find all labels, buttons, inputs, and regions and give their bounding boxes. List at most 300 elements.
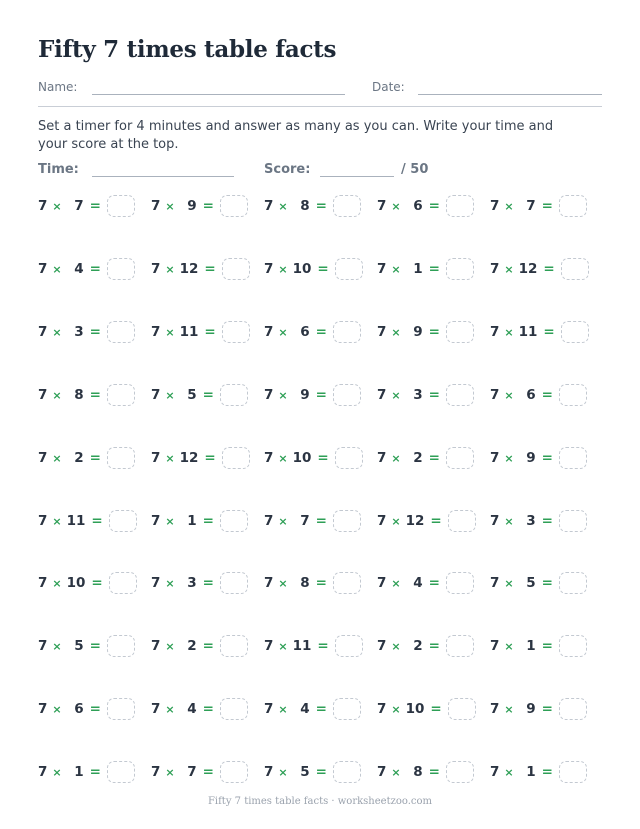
- times-sign: ×: [504, 576, 514, 590]
- fact-multiplier: 9: [300, 387, 310, 403]
- equals-sign: =: [89, 450, 101, 466]
- fact-multiplier: 10: [292, 261, 312, 277]
- multiplication-fact: [377, 193, 487, 219]
- fact-multiplier: 12: [518, 261, 538, 277]
- fact-multiplier: 2: [187, 638, 197, 654]
- answer-box[interactable]: [446, 761, 474, 783]
- equals-sign: =: [430, 513, 442, 529]
- answer-box[interactable]: [559, 572, 587, 594]
- fact-multiplicand: 7: [38, 450, 48, 466]
- multiplication-fact: [377, 633, 487, 659]
- multiplication-fact: [377, 445, 487, 471]
- times-sign: ×: [52, 199, 62, 213]
- times-sign: ×: [278, 199, 288, 213]
- multiplication-fact: [490, 570, 600, 596]
- equals-sign: =: [315, 198, 327, 214]
- multiplication-fact: [38, 382, 148, 408]
- answer-box[interactable]: [333, 698, 361, 720]
- fact-multiplicand: 7: [490, 701, 500, 717]
- fact-multiplier: 5: [74, 638, 84, 654]
- fact-multiplier: 6: [526, 387, 536, 403]
- fact-multiplicand: 7: [38, 513, 48, 529]
- multiplication-fact: [264, 445, 374, 471]
- answer-box[interactable]: [559, 195, 587, 217]
- answer-box[interactable]: [109, 510, 137, 532]
- times-sign: ×: [52, 451, 62, 465]
- multiplication-fact: [38, 445, 148, 471]
- equals-sign: =: [317, 261, 329, 277]
- answer-box[interactable]: [448, 698, 476, 720]
- fact-multiplicand: 7: [490, 575, 500, 591]
- equals-sign: =: [317, 638, 329, 654]
- multiplication-fact: [264, 508, 374, 534]
- answer-box[interactable]: [335, 258, 363, 280]
- times-sign: ×: [391, 576, 401, 590]
- multiplication-fact: [377, 696, 487, 722]
- multiplication-fact: [264, 633, 374, 659]
- fact-multiplicand: 7: [490, 764, 500, 780]
- date-label: Date:: [372, 80, 405, 94]
- multiplication-fact: [38, 759, 148, 785]
- fact-multiplier: 8: [413, 764, 423, 780]
- answer-box[interactable]: [559, 761, 587, 783]
- equals-sign: =: [202, 387, 214, 403]
- times-sign: ×: [278, 765, 288, 779]
- fact-multiplicand: 7: [38, 324, 48, 340]
- fact-multiplier: 9: [187, 198, 197, 214]
- fact-multiplicand: 7: [151, 513, 161, 529]
- times-sign: ×: [504, 262, 514, 276]
- fact-multiplier: 7: [300, 513, 310, 529]
- score-total: / 50: [401, 162, 429, 177]
- multiplication-fact: [377, 382, 487, 408]
- fact-multiplicand: 7: [377, 261, 387, 277]
- fact-multiplier: 7: [526, 198, 536, 214]
- answer-box[interactable]: [107, 761, 135, 783]
- equals-sign: =: [428, 198, 440, 214]
- worksheet-page: [38, 0, 602, 829]
- fact-multiplicand: 7: [377, 764, 387, 780]
- name-label: Name:: [38, 80, 78, 94]
- answer-box[interactable]: [333, 321, 361, 343]
- answer-box[interactable]: [333, 572, 361, 594]
- multiplication-fact: [490, 759, 600, 785]
- fact-multiplicand: 7: [151, 701, 161, 717]
- equals-sign: =: [428, 324, 440, 340]
- fact-multiplier: 8: [300, 575, 310, 591]
- answer-box[interactable]: [448, 510, 476, 532]
- equals-sign: =: [541, 701, 553, 717]
- equals-sign: =: [315, 575, 327, 591]
- times-sign: ×: [391, 639, 401, 653]
- score-field[interactable]: [320, 176, 394, 177]
- multiplication-fact: [264, 759, 374, 785]
- time-score-row: [38, 162, 602, 182]
- times-sign: ×: [278, 576, 288, 590]
- fact-multiplier: 2: [413, 638, 423, 654]
- multiplication-fact: [377, 508, 487, 534]
- answer-box[interactable]: [559, 635, 587, 657]
- fact-multiplicand: 7: [377, 513, 387, 529]
- fact-multiplicand: 7: [490, 261, 500, 277]
- equals-sign: =: [91, 513, 103, 529]
- fact-multiplier: 12: [179, 450, 199, 466]
- fact-multiplicand: 7: [151, 575, 161, 591]
- fact-multiplier: 6: [300, 324, 310, 340]
- answer-box[interactable]: [107, 698, 135, 720]
- equals-sign: =: [317, 450, 329, 466]
- fact-multiplier: 11: [518, 324, 538, 340]
- equals-sign: =: [543, 261, 555, 277]
- times-sign: ×: [391, 262, 401, 276]
- equals-sign: =: [204, 450, 216, 466]
- multiplication-fact: [151, 696, 261, 722]
- answer-box[interactable]: [107, 384, 135, 406]
- fact-multiplicand: 7: [264, 261, 274, 277]
- times-sign: ×: [52, 702, 62, 716]
- answer-box[interactable]: [446, 258, 474, 280]
- multiplication-fact: [490, 508, 600, 534]
- page-title: Fifty 7 times table facts: [38, 36, 337, 63]
- fact-multiplicand: 7: [377, 198, 387, 214]
- multiplication-fact: [490, 696, 600, 722]
- answer-box[interactable]: [559, 510, 587, 532]
- answer-box[interactable]: [220, 698, 248, 720]
- equals-sign: =: [315, 764, 327, 780]
- fact-multiplicand: 7: [377, 638, 387, 654]
- equals-sign: =: [315, 701, 327, 717]
- equals-sign: =: [202, 638, 214, 654]
- answer-box[interactable]: [561, 321, 589, 343]
- answer-box[interactable]: [220, 384, 248, 406]
- answer-box[interactable]: [446, 384, 474, 406]
- score-label: Score:: [264, 162, 311, 177]
- fact-multiplier: 3: [526, 513, 536, 529]
- multiplication-fact: [151, 382, 261, 408]
- times-sign: ×: [391, 199, 401, 213]
- times-sign: ×: [165, 199, 175, 213]
- multiplication-fact: [490, 633, 600, 659]
- times-sign: ×: [165, 765, 175, 779]
- fact-multiplicand: 7: [151, 450, 161, 466]
- fact-multiplier: 5: [300, 764, 310, 780]
- fact-multiplier: 4: [187, 701, 197, 717]
- fact-multiplier: 7: [187, 764, 197, 780]
- multiplication-fact: [151, 759, 261, 785]
- times-sign: ×: [165, 702, 175, 716]
- fact-multiplicand: 7: [151, 387, 161, 403]
- multiplication-fact: [151, 633, 261, 659]
- fact-multiplier: 1: [526, 764, 536, 780]
- fact-multiplier: 4: [300, 701, 310, 717]
- equals-sign: =: [89, 198, 101, 214]
- fact-multiplicand: 7: [377, 575, 387, 591]
- equals-sign: =: [428, 638, 440, 654]
- equals-sign: =: [428, 387, 440, 403]
- answer-box[interactable]: [107, 635, 135, 657]
- multiplication-fact: [151, 570, 261, 596]
- equals-sign: =: [89, 701, 101, 717]
- multiplication-fact: [151, 319, 261, 345]
- equals-sign: =: [315, 387, 327, 403]
- fact-multiplicand: 7: [38, 638, 48, 654]
- times-sign: ×: [165, 576, 175, 590]
- answer-box[interactable]: [333, 384, 361, 406]
- answer-box[interactable]: [107, 447, 135, 469]
- multiplication-fact: [151, 508, 261, 534]
- times-sign: ×: [504, 451, 514, 465]
- times-sign: ×: [391, 388, 401, 402]
- equals-sign: =: [428, 575, 440, 591]
- answer-box[interactable]: [446, 635, 474, 657]
- answer-box[interactable]: [107, 195, 135, 217]
- times-sign: ×: [504, 199, 514, 213]
- fact-multiplicand: 7: [38, 575, 48, 591]
- equals-sign: =: [428, 261, 440, 277]
- answer-box[interactable]: [333, 761, 361, 783]
- name-date-row: [38, 80, 602, 107]
- times-sign: ×: [391, 702, 401, 716]
- answer-box[interactable]: [222, 258, 250, 280]
- equals-sign: =: [202, 198, 214, 214]
- multiplication-fact: [38, 696, 148, 722]
- equals-sign: =: [202, 513, 214, 529]
- fact-multiplicand: 7: [377, 701, 387, 717]
- fact-multiplier: 4: [74, 261, 84, 277]
- answer-box[interactable]: [333, 510, 361, 532]
- fact-multiplicand: 7: [151, 261, 161, 277]
- fact-multiplicand: 7: [38, 198, 48, 214]
- answer-box[interactable]: [220, 761, 248, 783]
- fact-multiplicand: 7: [151, 764, 161, 780]
- fact-multiplier: 1: [413, 261, 423, 277]
- times-sign: ×: [391, 451, 401, 465]
- fact-multiplier: 11: [66, 513, 86, 529]
- fact-multiplier: 7: [74, 198, 84, 214]
- equals-sign: =: [543, 324, 555, 340]
- fact-multiplier: 10: [66, 575, 86, 591]
- equals-sign: =: [541, 450, 553, 466]
- times-sign: ×: [52, 639, 62, 653]
- fact-multiplier: 8: [300, 198, 310, 214]
- equals-sign: =: [91, 575, 103, 591]
- multiplication-fact: [377, 319, 487, 345]
- fact-multiplier: 11: [292, 638, 312, 654]
- answer-box[interactable]: [107, 321, 135, 343]
- answer-box[interactable]: [446, 195, 474, 217]
- times-sign: ×: [52, 576, 62, 590]
- multiplication-fact: [38, 319, 148, 345]
- fact-multiplier: 10: [292, 450, 312, 466]
- fact-multiplicand: 7: [151, 638, 161, 654]
- answer-box[interactable]: [220, 572, 248, 594]
- fact-multiplicand: 7: [38, 261, 48, 277]
- times-sign: ×: [504, 388, 514, 402]
- fact-multiplicand: 7: [264, 638, 274, 654]
- answer-box[interactable]: [222, 321, 250, 343]
- answer-box[interactable]: [559, 384, 587, 406]
- fact-multiplicand: 7: [490, 387, 500, 403]
- times-sign: ×: [278, 451, 288, 465]
- multiplication-fact: [264, 696, 374, 722]
- equals-sign: =: [204, 261, 216, 277]
- date-field[interactable]: [418, 94, 602, 95]
- times-sign: ×: [52, 325, 62, 339]
- answer-box[interactable]: [446, 447, 474, 469]
- fact-multiplier: 1: [187, 513, 197, 529]
- equals-sign: =: [89, 261, 101, 277]
- equals-sign: =: [541, 513, 553, 529]
- fact-multiplicand: 7: [38, 701, 48, 717]
- multiplication-fact: [151, 193, 261, 219]
- fact-multiplier: 9: [413, 324, 423, 340]
- answer-box[interactable]: [335, 447, 363, 469]
- fact-multiplicand: 7: [490, 450, 500, 466]
- multiplication-fact: [151, 445, 261, 471]
- answer-box[interactable]: [333, 195, 361, 217]
- time-field[interactable]: [92, 176, 234, 177]
- times-sign: ×: [391, 325, 401, 339]
- fact-multiplier: 10: [405, 701, 425, 717]
- equals-sign: =: [202, 701, 214, 717]
- answer-box[interactable]: [559, 447, 587, 469]
- times-sign: ×: [504, 702, 514, 716]
- multiplication-fact: [264, 382, 374, 408]
- answer-box[interactable]: [561, 258, 589, 280]
- answer-box[interactable]: [220, 635, 248, 657]
- answer-box[interactable]: [446, 572, 474, 594]
- answer-box[interactable]: [222, 447, 250, 469]
- multiplication-fact: [38, 193, 148, 219]
- fact-multiplicand: 7: [490, 198, 500, 214]
- times-sign: ×: [52, 514, 62, 528]
- answer-box[interactable]: [220, 510, 248, 532]
- multiplication-fact: [490, 193, 600, 219]
- times-sign: ×: [165, 325, 175, 339]
- answer-box[interactable]: [335, 635, 363, 657]
- equals-sign: =: [202, 575, 214, 591]
- fact-multiplier: 1: [74, 764, 84, 780]
- equals-sign: =: [89, 638, 101, 654]
- equals-sign: =: [89, 764, 101, 780]
- times-sign: ×: [504, 639, 514, 653]
- multiplication-fact: [38, 508, 148, 534]
- equals-sign: =: [89, 324, 101, 340]
- name-field[interactable]: [92, 94, 345, 95]
- fact-multiplicand: 7: [377, 387, 387, 403]
- fact-multiplier: 9: [526, 701, 536, 717]
- fact-multiplicand: 7: [264, 198, 274, 214]
- fact-multiplier: 3: [74, 324, 84, 340]
- times-sign: ×: [52, 765, 62, 779]
- answer-box[interactable]: [220, 195, 248, 217]
- times-sign: ×: [504, 765, 514, 779]
- fact-multiplicand: 7: [490, 513, 500, 529]
- times-sign: ×: [165, 639, 175, 653]
- fact-multiplier: 6: [74, 701, 84, 717]
- equals-sign: =: [428, 450, 440, 466]
- times-sign: ×: [52, 388, 62, 402]
- multiplication-fact: [38, 256, 148, 282]
- page-footer: Fifty 7 times table facts · worksheetzoo.com: [207, 796, 433, 807]
- multiplication-fact: [264, 570, 374, 596]
- multiplication-fact: [38, 633, 148, 659]
- multiplication-fact: [490, 382, 600, 408]
- multiplication-fact: [490, 445, 600, 471]
- equals-sign: =: [541, 638, 553, 654]
- time-label: Time:: [38, 162, 79, 177]
- fact-multiplicand: 7: [264, 701, 274, 717]
- times-sign: ×: [278, 325, 288, 339]
- multiplication-fact: [151, 256, 261, 282]
- fact-multiplier: 5: [187, 387, 197, 403]
- fact-multiplier: 9: [526, 450, 536, 466]
- answer-box[interactable]: [559, 698, 587, 720]
- answer-box[interactable]: [446, 321, 474, 343]
- equals-sign: =: [89, 387, 101, 403]
- answer-box[interactable]: [107, 258, 135, 280]
- fact-multiplier: 11: [179, 324, 199, 340]
- multiplication-fact: [264, 319, 374, 345]
- multiplication-fact: [377, 759, 487, 785]
- multiplication-fact: [264, 193, 374, 219]
- times-sign: ×: [278, 639, 288, 653]
- times-sign: ×: [504, 325, 514, 339]
- fact-multiplicand: 7: [38, 387, 48, 403]
- fact-multiplier: 3: [413, 387, 423, 403]
- times-sign: ×: [278, 262, 288, 276]
- fact-multiplier: 6: [413, 198, 423, 214]
- fact-multiplicand: 7: [151, 324, 161, 340]
- times-sign: ×: [504, 514, 514, 528]
- fact-multiplicand: 7: [38, 764, 48, 780]
- fact-multiplicand: 7: [490, 638, 500, 654]
- fact-multiplier: 2: [413, 450, 423, 466]
- fact-multiplier: 3: [187, 575, 197, 591]
- equals-sign: =: [204, 324, 216, 340]
- fact-multiplier: 12: [405, 513, 425, 529]
- multiplication-fact: [264, 256, 374, 282]
- fact-multiplicand: 7: [490, 324, 500, 340]
- times-sign: ×: [165, 388, 175, 402]
- times-sign: ×: [165, 514, 175, 528]
- times-sign: ×: [278, 514, 288, 528]
- fact-multiplicand: 7: [264, 513, 274, 529]
- equals-sign: =: [315, 324, 327, 340]
- fact-multiplier: 2: [74, 450, 84, 466]
- answer-box[interactable]: [109, 572, 137, 594]
- fact-multiplicand: 7: [264, 450, 274, 466]
- times-sign: ×: [391, 765, 401, 779]
- equals-sign: =: [202, 764, 214, 780]
- equals-sign: =: [541, 764, 553, 780]
- fact-multiplicand: 7: [264, 387, 274, 403]
- instructions-text: Set a timer for 4 minutes and answer as many as you can. Write your time and your score at the top.: [38, 119, 554, 152]
- multiplication-fact: [490, 256, 600, 282]
- times-sign: ×: [391, 514, 401, 528]
- times-sign: ×: [52, 262, 62, 276]
- fact-multiplicand: 7: [264, 764, 274, 780]
- times-sign: ×: [278, 702, 288, 716]
- multiplication-fact: [490, 319, 600, 345]
- multiplication-fact: [377, 256, 487, 282]
- fact-multiplier: 4: [413, 575, 423, 591]
- fact-multiplicand: 7: [264, 575, 274, 591]
- fact-multiplicand: 7: [151, 198, 161, 214]
- fact-multiplier: 1: [526, 638, 536, 654]
- fact-multiplicand: 7: [377, 450, 387, 466]
- times-sign: ×: [165, 451, 175, 465]
